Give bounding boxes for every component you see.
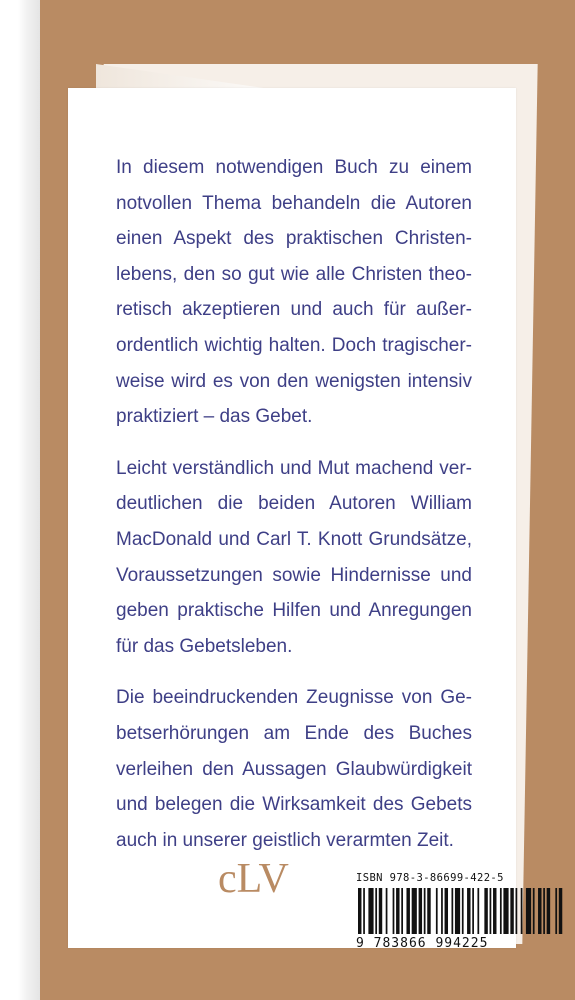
- blurb-paragraph-2: Leicht verständlich und Mut machend verdeutlichen die beiden Autoren William MacDonald und Carl T. Knott Grundsätze, Voraussetzungen sowie Hindernisse und geben praktische Hilfen und Anregungen für das Gebetsleben.: [116, 457, 472, 657]
- blurb-paragraph-3: Die beeindruckenden Zeugnisse von Gebetserhörungen am Ende des Buches verleihen den Aussagen Glaubwürdigkeit und belegen die Wirksamkeit des Gebets auch in unserer geistlich verarmten Zeit.: [116, 687, 472, 851]
- barcode-digits: 9 783866 994225: [356, 936, 489, 951]
- blurb-paragraph-1: In diesem notwendigen Buch zu einem notvollen Thema behandeln die Autoren einen Aspekt des praktischen Christenlebens, den so gut wie alle Christen theoretisch akzeptieren und auch für außerordentlich wichtig halten. Doch tragischerweise wird es von den wenigsten intensiv praktiziert – das Gebet.: [116, 157, 472, 428]
- blurb-text: [116, 150, 472, 874]
- spine-edge: [18, 0, 40, 1000]
- publisher-logo: cLV: [218, 856, 289, 902]
- back-cover-page: [68, 88, 516, 951]
- isbn-label: ISBN 978-3-86699-422-5: [356, 872, 504, 884]
- isbn-barcode: [356, 872, 566, 952]
- barcode-bars: [356, 888, 566, 934]
